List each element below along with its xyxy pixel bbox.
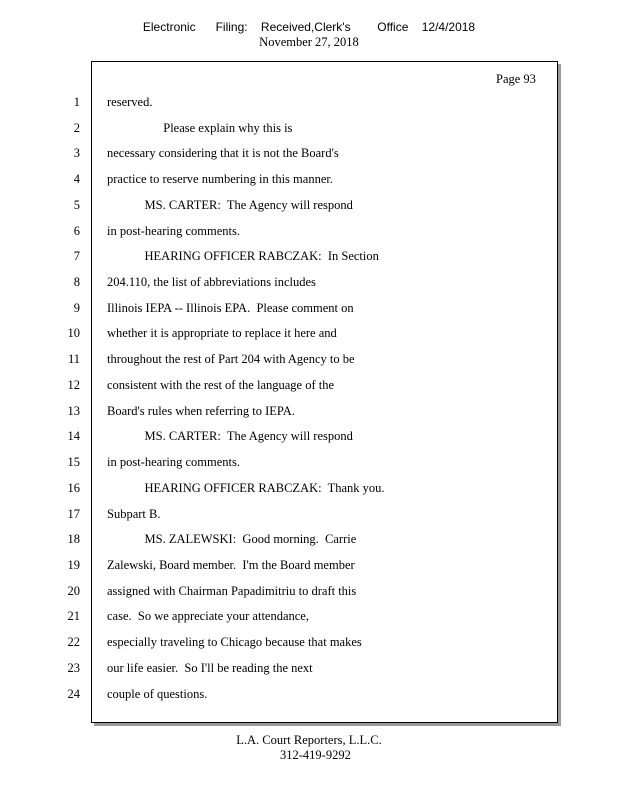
line-text: MS. CARTER: The Agency will respond bbox=[107, 429, 353, 443]
line-number: 21 bbox=[67, 609, 80, 623]
line-number: 19 bbox=[67, 558, 80, 572]
line-text: 204.110, the list of abbreviations includes bbox=[107, 275, 316, 289]
line-number: 11 bbox=[67, 352, 80, 366]
line-number: 16 bbox=[67, 481, 80, 495]
line-number: 8 bbox=[73, 275, 80, 289]
line-number: 13 bbox=[67, 404, 80, 418]
line-text: in post-hearing comments. bbox=[107, 224, 240, 238]
line-text: MS. CARTER: The Agency will respond bbox=[107, 198, 353, 212]
line-text: Subpart B. bbox=[107, 507, 161, 521]
line-text: couple of questions. bbox=[107, 687, 208, 701]
court-reporter-name: L.A. Court Reporters, L.L.C. bbox=[236, 733, 382, 747]
line-text: throughout the rest of Part 204 with Agency to be bbox=[107, 352, 355, 366]
line-text: necessary considering that it is not the Board's bbox=[107, 146, 339, 160]
line-number: 14 bbox=[67, 429, 80, 443]
line-number: 2 bbox=[73, 121, 80, 135]
line-number: 10 bbox=[67, 326, 80, 340]
line-text: reserved. bbox=[107, 95, 153, 109]
line-number: 6 bbox=[73, 224, 80, 238]
filing-stamp: Electronic Filing: Received,Clerk's Office 12/4/2018 bbox=[142, 20, 476, 34]
line-text: consistent with the rest of the language of the bbox=[107, 378, 335, 392]
line-text: assigned with Chairman Papadimitriu to draft this bbox=[107, 584, 357, 598]
line-number: 1 bbox=[73, 95, 80, 109]
line-text: whether it is appropriate to replace it here and bbox=[107, 326, 337, 340]
line-number: 24 bbox=[67, 687, 80, 701]
line-number: 20 bbox=[67, 584, 80, 598]
line-text: Zalewski, Board member. I'm the Board member bbox=[107, 558, 355, 572]
line-number: 23 bbox=[67, 661, 80, 675]
court-reporter-phone: 312-419-9292 bbox=[280, 748, 351, 762]
line-text: practice to reserve numbering in this manner. bbox=[107, 172, 333, 186]
line-number: 9 bbox=[73, 301, 80, 315]
line-text: our life easier. So I'll be reading the next bbox=[107, 661, 313, 675]
transcript-date: November 27, 2018 bbox=[259, 35, 359, 49]
line-text: especially traveling to Chicago because that makes bbox=[107, 635, 362, 649]
line-text: Board's rules when referring to IEPA. bbox=[107, 404, 295, 418]
line-number: 4 bbox=[73, 172, 80, 186]
line-text: Illinois IEPA -- Illinois EPA. Please comment on bbox=[107, 301, 354, 315]
line-number: 5 bbox=[73, 198, 80, 212]
line-number: 12 bbox=[67, 378, 80, 392]
line-number: 22 bbox=[67, 635, 80, 649]
line-number: 7 bbox=[73, 249, 80, 263]
line-number: 15 bbox=[67, 455, 80, 469]
line-text: HEARING OFFICER RABCZAK: In Section bbox=[107, 249, 379, 263]
line-number: 3 bbox=[73, 146, 80, 160]
page-number: Page 93 bbox=[496, 72, 536, 86]
line-text: Please explain why this is bbox=[107, 121, 293, 135]
line-text: in post-hearing comments. bbox=[107, 455, 240, 469]
line-text: MS. ZALEWSKI: Good morning. Carrie bbox=[107, 532, 357, 546]
line-number: 18 bbox=[67, 532, 80, 546]
line-text: case. So we appreciate your attendance, bbox=[107, 609, 309, 623]
line-number: 17 bbox=[67, 507, 80, 521]
line-text: HEARING OFFICER RABCZAK: Thank you. bbox=[107, 481, 385, 495]
